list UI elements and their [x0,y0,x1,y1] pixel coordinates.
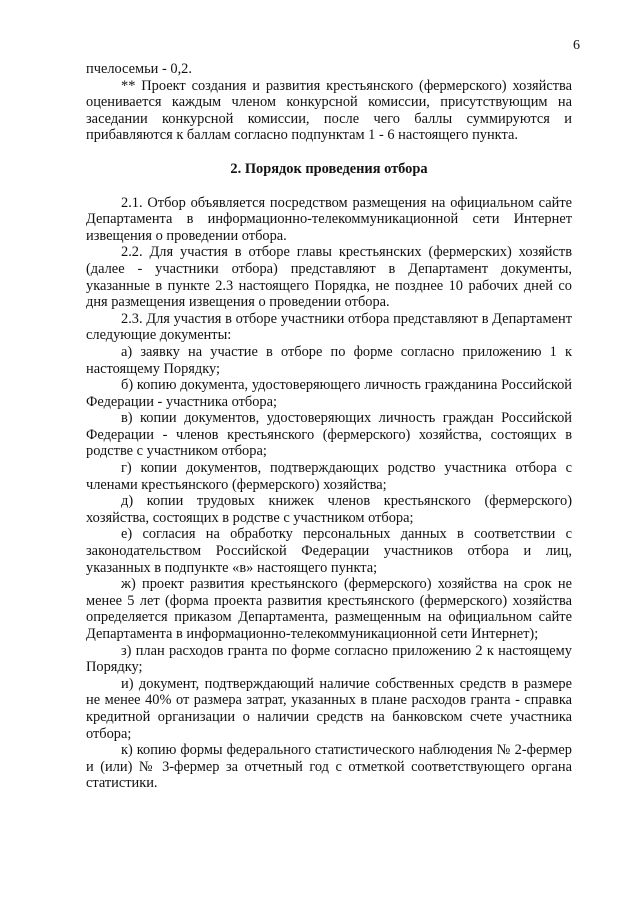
footnote-paragraph: ** Проект создания и развития крестьянского (фермерского) хозяйства оценивается каждым членом конкурсной комиссии, присутствующим на заседании конкурсной комиссии, после чего баллы суммируются и прибавляются к баллам согласно подпунктам 1 - 6 настоящего пункта. [86,77,572,144]
list-item-a: а) заявку на участие в отборе по форме согласно приложению 1 к настоящему Порядку; [86,343,572,377]
section-heading: 2. Порядок проведения отбора [230,160,428,177]
list-item-b: б) копию документа, удостоверяющего личность гражданина Российской Федерации - участника отбора; [86,377,572,410]
document-body [86,61,572,792]
list-item-v: в) копии документов, удостоверяющих личность граждан Российской Федерации - членов крестьянского (фермерского) хозяйства, состоящих в родстве с участником отбора; [86,410,572,460]
list-item-z: з) план расходов гранта по форме согласно приложению 2 к настоящему Порядку; [86,642,572,676]
paragraph-2-3: 2.3. Для участия в отборе участники отбора представляют в Департамент следующие документы: [86,310,572,344]
paragraph-2-1: 2.1. Отбор объявляется посредством размещения на официальном сайте Департамента в информационно-телекоммуникационной сети Интернет извещения о проведении отбора. [86,194,572,244]
list-item-d: д) копии трудовых книжек членов крестьянского (фермерского) хозяйства, состоящих в родстве с участником отбора; [86,493,572,526]
page-number: 6 [573,38,580,53]
list-item-e: е) согласия на обработку персональных данных в соответствии с законодательством Российской Федерации участников отбора и лиц, указанных в подпункте «в» настоящего пункта; [86,526,572,576]
paragraph: пчелосемьи - 0,2. [86,61,192,77]
list-item-i: и) документ, подтверждающий наличие собственных средств в размере не менее 40% от размера затрат, указанных в плане расходов гранта - справка кредитной организации о наличии средств на банковском счете участника отбора; [86,675,572,742]
list-item-k: к) копию формы федерального статистического наблюдения № 2-фермер и (или) № 3-фермер за отчетный год с отметкой соответствующего органа статистики. [86,742,572,792]
paragraph-2-2: 2.2. Для участия в отборе главы крестьянских (фермерских) хозяйств (далее - участники отбора) представляют в Департамент документы, указанные в пункте 2.3 настоящего Порядка, не позднее 10 рабочих дней со дня размещения извещения о проведении отбора. [86,244,572,311]
list-item-g: г) копии документов, подтверждающих родство участника отбора с членами крестьянского (фермерского) хозяйства; [86,460,572,493]
list-item-zh: ж) проект развития крестьянского (фермерского) хозяйства на срок не менее 5 лет (форма проекта развития крестьянского (фермерского) хозяйства определяется приказом Департамента, размещенным на официальном сайте Департамента в информационно-телекоммуникационной сети Интернет); [86,576,572,642]
